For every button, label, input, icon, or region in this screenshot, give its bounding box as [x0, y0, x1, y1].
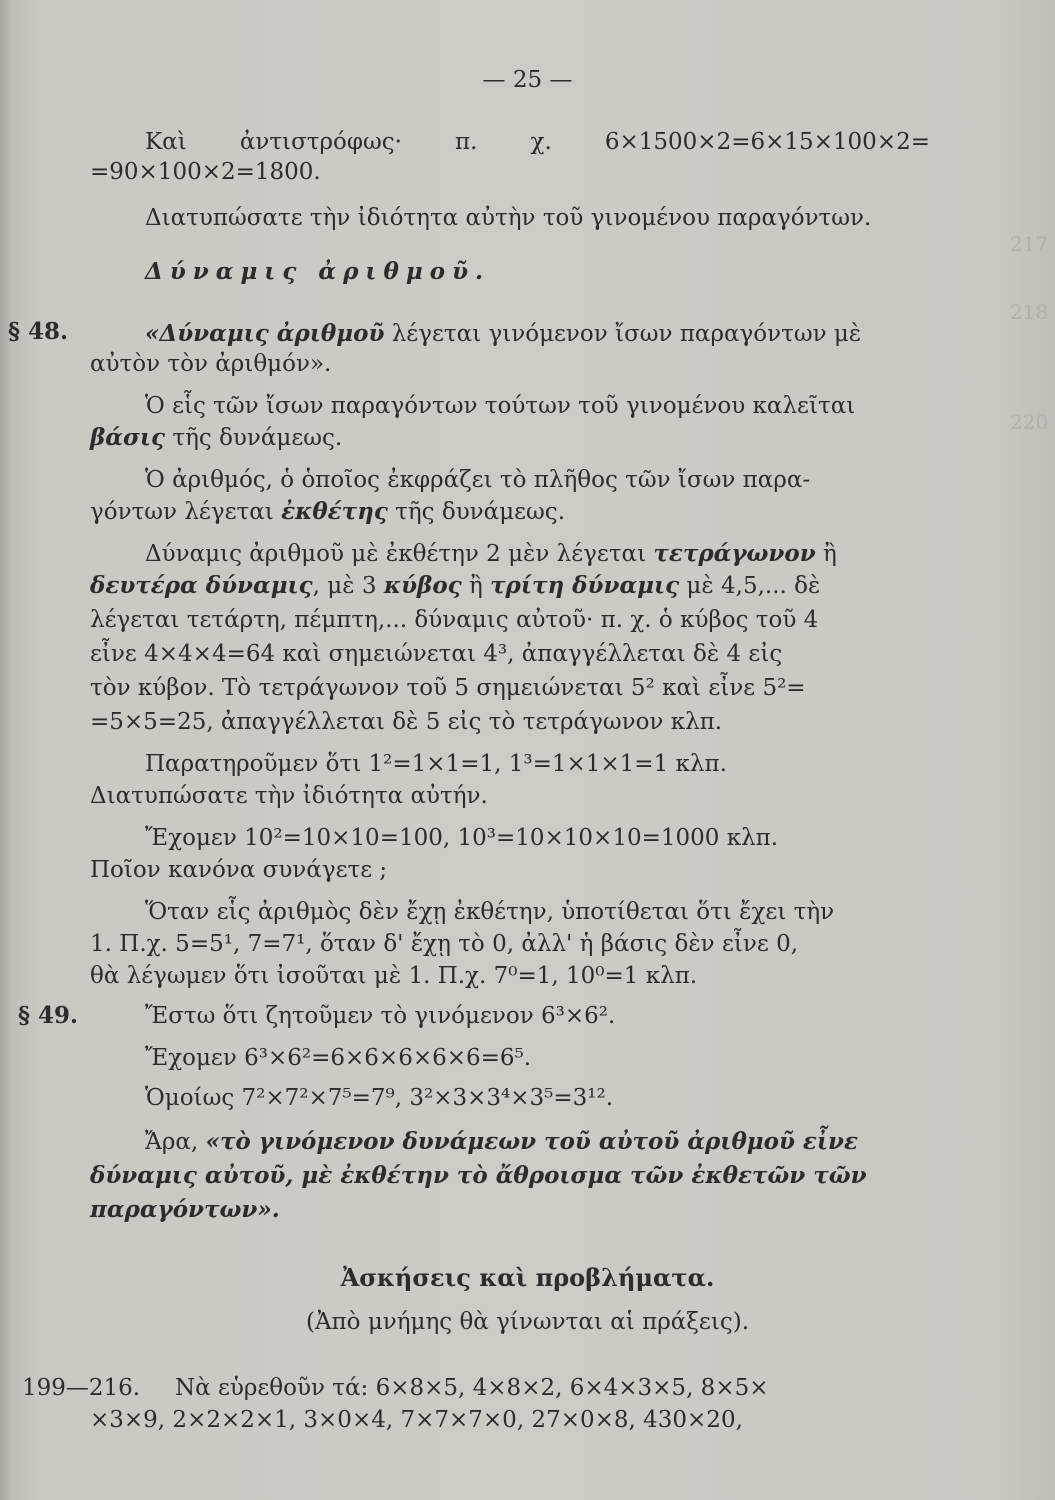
text-line: Ἔστω ὅτι ζητοῦμεν τὸ γινόμενον 6³×6².: [145, 1003, 616, 1029]
text-line: [90, 424, 342, 452]
bleed-through-mark: 217: [1010, 232, 1049, 256]
text-span: Δύναμις ἀριθμοῦ μὲ ἐκθέτην 2 μὲν λέγεται: [145, 541, 654, 567]
rule-text: «τὸ γινόμενον δυνάμεων τοῦ αὐτοῦ ἀριθμοῦ εἶνε: [205, 1128, 858, 1155]
text-line: Νὰ εὑρεθοῦν τά: 6×8×5, 4×8×2, 6×4×3×5, 8×5×: [175, 1375, 769, 1401]
text-span: , μὲ 3: [312, 573, 384, 599]
page-number: — 25 —: [482, 67, 573, 93]
exercise-number: 199—216.: [22, 1375, 141, 1401]
text-line: [90, 572, 820, 600]
term: κύβος: [383, 572, 462, 599]
bleed-through-mark: 218: [1010, 300, 1049, 324]
text-line: Ἔχομεν 6³×6²=6×6×6×6×6=6⁵.: [145, 1045, 532, 1071]
rule-line: [145, 1128, 858, 1156]
term: δευτέρα δύναμις: [90, 572, 313, 599]
text-span: ἢ: [815, 541, 837, 567]
text-line: Ὁ εἷς τῶν ἴσων παραγόντων τούτων τοῦ γινομένου καλεῖται: [145, 393, 856, 419]
text-line: Καὶ ἀντιστρόφως· π. χ. 6×1500×2=6×15×100×2=: [145, 129, 930, 155]
text-line: αὐτὸν τὸν ἀριθμόν».: [90, 351, 332, 377]
text-line: ×3×9, 2×2×2×1, 3×0×4, 7×7×7×0, 27×0×8, 430×20,: [90, 1407, 743, 1433]
rule-text: δύναμις αὐτοῦ, μὲ ἐκθέτην τὸ ἄθροισμα τῶν ἐκθετῶν τῶν: [90, 1162, 867, 1189]
exercises-heading: Ἀσκήσεις καὶ προβλήματα.: [340, 1263, 715, 1292]
text-line: [90, 498, 565, 526]
text-span: Ἄρα,: [145, 1129, 206, 1155]
text-span: γόντων λέγεται: [90, 499, 282, 525]
text-line: λέγεται τετάρτη, πέμπτη,... δύναμις αὐτοῦ· π. χ. ὁ κύβος τοῦ 4: [90, 607, 819, 633]
term: τετράγωνον: [653, 540, 816, 567]
text-line: Διατυπώσατε τὴν ἰδιότητα αὐτὴν τοῦ γινομένου παραγόντων.: [145, 205, 872, 231]
text-span: μὲ 4,5,... δὲ: [679, 573, 821, 599]
bleed-through-mark: 220: [1010, 410, 1049, 434]
text-line: [145, 540, 837, 568]
section-mark-48: § 48.: [8, 318, 69, 345]
text-line: Παρατηροῦμεν ὅτι 1²=1×1=1, 1³=1×1×1=1 κλπ.: [145, 751, 727, 777]
term: βάσις: [90, 424, 166, 451]
section-mark-49: § 49.: [18, 1002, 79, 1029]
definition-line: [145, 320, 861, 348]
text-line: 1. Π.χ. 5=5¹, 7=7¹, ὅταν δ' ἔχῃ τὸ 0, ἀλλ' ἡ βάσις δὲν εἶνε 0,: [90, 931, 799, 957]
text-line: Ὁ ἀριθμός, ὁ ὁποῖος ἐκφράζει τὸ πλῆθος τῶν ἴσων παρα-: [145, 467, 811, 493]
rule-text: παραγόντων».: [90, 1196, 280, 1223]
term: ἐκθέτης: [281, 498, 388, 525]
term: «Δύναμις ἀριθμοῦ: [145, 320, 385, 347]
text-line: Ποῖον κανόνα συνάγετε ;: [90, 857, 388, 883]
term: τρίτη δύναμις: [490, 572, 680, 599]
text-line: θὰ λέγωμεν ὅτι ἰσοῦται μὲ 1. Π.χ. 7⁰=1, 10⁰=1 κλπ.: [90, 963, 698, 989]
text-span: λέγεται γινόμενον ἴσων παραγόντων μὲ: [384, 321, 862, 347]
text-line: Ὅταν εἷς ἀριθμὸς δὲν ἔχῃ ἐκθέτην, ὑποτίθεται ὅτι ἔχει τὴν: [145, 899, 835, 925]
exercises-subheading: (Ἀπὸ μνήμης θὰ γίνωνται αἱ πράξεις).: [305, 1309, 750, 1335]
text-span: τῆς δυνάμεως.: [165, 425, 343, 451]
text-span: ἢ: [461, 573, 491, 599]
text-span: τῆς δυνάμεως.: [387, 499, 566, 525]
text-line: Ὁμοίως 7²×7²×7⁵=7⁹, 3²×3×3⁴×3⁵=3¹².: [145, 1085, 614, 1111]
section-heading: Δύναμις ἀριθμοῦ.: [145, 258, 491, 285]
text-line: Ἔχομεν 10²=10×10=100, 10³=10×10×10=1000 κλπ.: [145, 825, 779, 851]
text-line: Διατυπώσατε τὴν ἰδιότητα αὐτήν.: [90, 783, 488, 809]
text-line: εἶνε 4×4×4=64 καὶ σημειώνεται 4³, ἀπαγγέλλεται δὲ 4 εἰς: [90, 641, 783, 667]
text-line: =5×5=25, ἀπαγγέλλεται δὲ 5 εἰς τὸ τετράγωνον κλπ.: [90, 709, 723, 735]
text-line: =90×100×2=1800.: [90, 159, 321, 185]
text-line: τὸν κύβον. Τὸ τετράγωνον τοῦ 5 σημειώνεται 5² καὶ εἶνε 5²=: [90, 675, 806, 701]
